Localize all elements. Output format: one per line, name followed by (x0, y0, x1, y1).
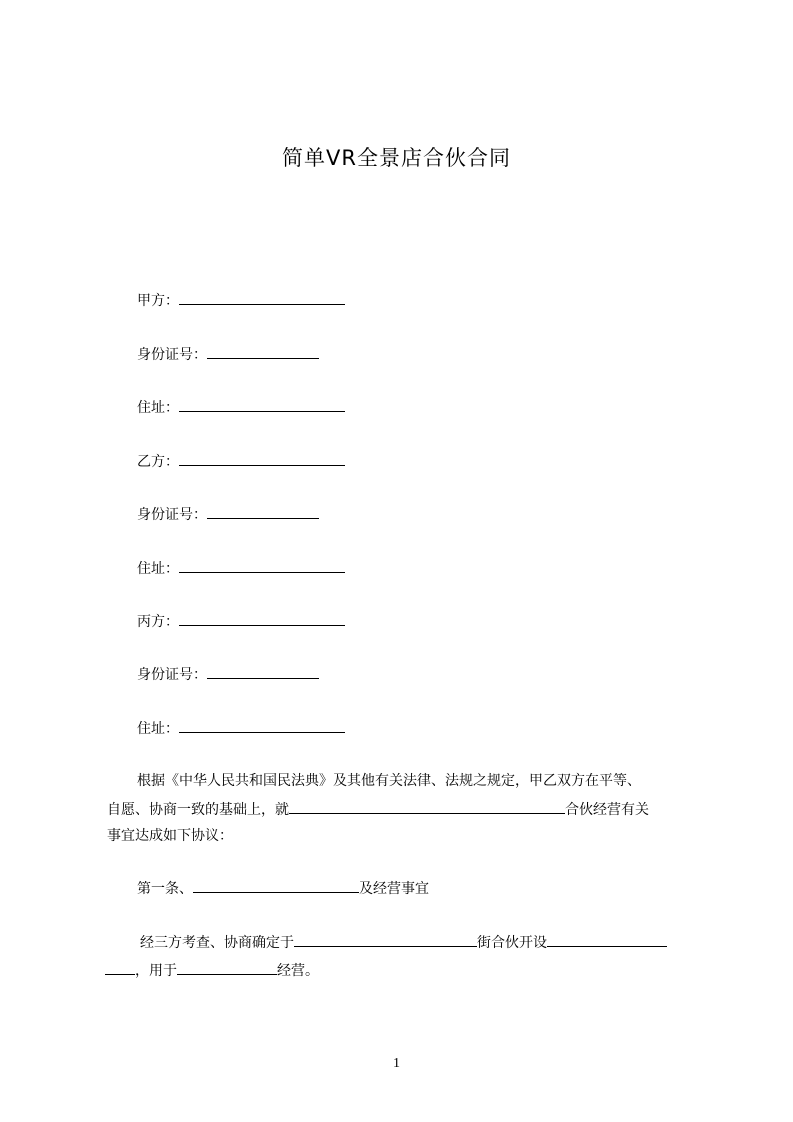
party-a-label: 甲方： (137, 293, 179, 309)
party-a-blank[interactable] (179, 290, 345, 305)
party-b-label: 乙方： (137, 454, 179, 470)
article-1-prefix: 第一条、 (137, 881, 193, 897)
party-a-id-line (137, 344, 319, 365)
party-c-id-line (137, 664, 319, 685)
page-number: 1 (393, 1056, 400, 1071)
party-b-id-label: 身份证号： (137, 507, 207, 523)
party-b-id-blank[interactable] (207, 504, 319, 519)
party-b-line (137, 451, 345, 472)
shop-name-blank-continued[interactable] (105, 960, 135, 975)
party-c-label: 丙方： (137, 614, 179, 630)
party-c-address-blank[interactable] (179, 718, 345, 733)
party-b-id-line (137, 504, 319, 525)
business-purpose-blank[interactable] (177, 960, 277, 975)
preamble-line-1: 根据《中华人民共和国民法典》及其他有关法律、法规之规定，甲乙双方在平等、 (137, 773, 641, 789)
party-b-blank[interactable] (179, 451, 345, 466)
party-c-id-blank[interactable] (207, 664, 319, 679)
article-1-body-purpose: ，用于 (135, 963, 177, 979)
preamble-line-2-end: 合伙经营有关 (565, 802, 649, 818)
party-a-address-label: 住址： (137, 400, 179, 416)
party-c-line (137, 611, 345, 632)
partnership-business-blank[interactable] (289, 799, 565, 814)
article-1-body-mid: 街合伙开设 (477, 935, 547, 951)
party-b-address-line (137, 558, 345, 579)
shop-name-blank[interactable] (547, 932, 667, 947)
party-b-address-blank[interactable] (179, 558, 345, 573)
party-c-address-label: 住址： (137, 721, 179, 737)
article-1-body-line-2 (105, 960, 319, 981)
document-title: 简单VR全景店合伙合同 (282, 146, 511, 170)
party-a-address-line (137, 397, 345, 418)
article-1-body-line-1 (140, 932, 667, 953)
party-a-address-blank[interactable] (179, 397, 345, 412)
article-1-body-start: 经三方考查、协商确定于 (140, 935, 294, 951)
article-1-body-end: 经营。 (277, 963, 319, 979)
preamble-line-2 (107, 799, 649, 820)
preamble-line-2-start: 自愿、协商一致的基础上，就 (107, 802, 289, 818)
party-c-id-label: 身份证号： (137, 667, 207, 683)
party-a-id-blank[interactable] (207, 344, 319, 359)
party-b-address-label: 住址： (137, 561, 179, 577)
party-c-address-line (137, 718, 345, 739)
party-c-blank[interactable] (179, 611, 345, 626)
article-1-blank[interactable] (193, 878, 359, 893)
preamble-line-3: 事宜达成如下协议： (107, 828, 233, 844)
article-1-heading (137, 878, 429, 899)
party-a-line (137, 290, 345, 311)
article-1-suffix: 及经营事宜 (359, 881, 429, 897)
street-blank[interactable] (294, 932, 477, 947)
party-a-id-label: 身份证号： (137, 347, 207, 363)
